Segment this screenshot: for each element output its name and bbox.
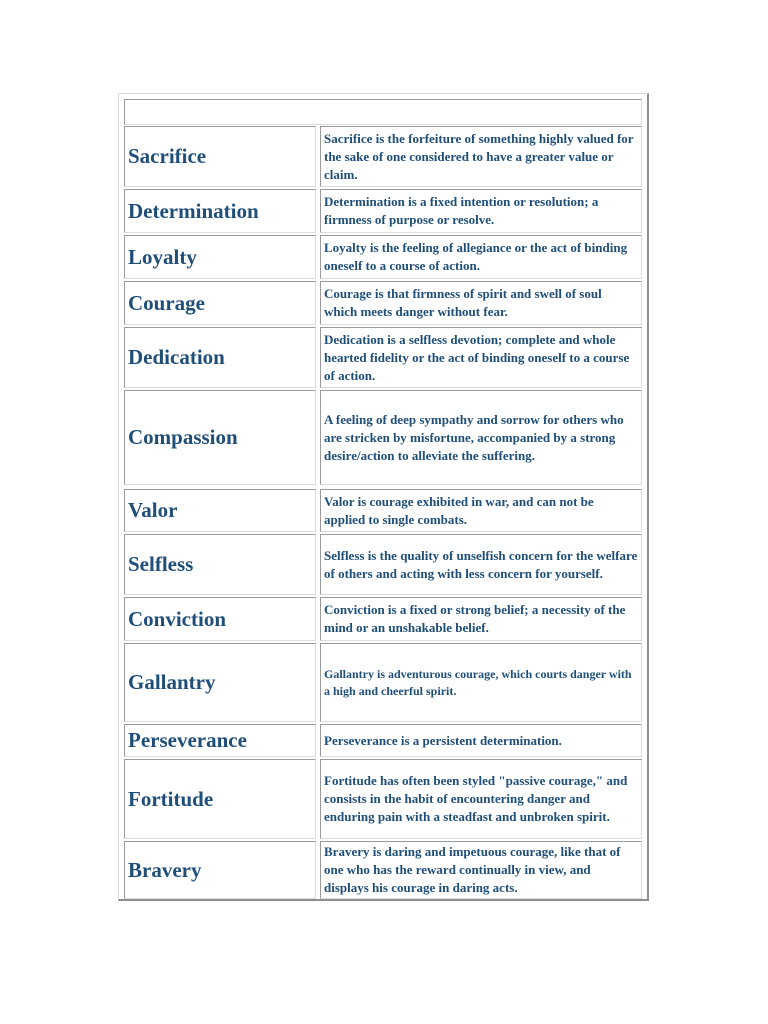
table-row	[124, 281, 642, 325]
table-row	[124, 189, 642, 233]
definition-text: A feeling of deep sympathy and sorrow for others who are stricken by misfortune, accompanied by a strong desire/action to alleviate the suffering.	[324, 411, 624, 463]
definition-cell	[320, 724, 642, 757]
term-cell	[124, 534, 316, 595]
virtues-table	[118, 93, 649, 901]
definition-cell	[320, 189, 642, 233]
term-label: Determination	[128, 198, 259, 223]
term-cell	[124, 327, 316, 388]
table-row	[124, 759, 642, 839]
table-row	[124, 489, 642, 532]
term-label: Bravery	[128, 857, 202, 882]
definition-text: Determination is a fixed intention or resolution; a firmness of purpose or resolve.	[324, 194, 599, 227]
term-label: Selfless	[128, 552, 194, 576]
definition-cell	[320, 327, 642, 388]
term-cell	[124, 126, 316, 187]
table-row	[124, 534, 642, 595]
table-row	[124, 724, 642, 757]
table-row	[124, 235, 642, 279]
term-cell	[124, 235, 316, 279]
definition-text: Bravery is daring and impetuous courage, like that of one who has the reward continually in view, and displays his courage in daring acts.	[324, 844, 621, 895]
definition-text: Perseverance is a persistent determination.	[324, 732, 562, 748]
definition-cell	[320, 597, 642, 641]
definition-cell	[320, 390, 642, 485]
term-label: Gallantry	[128, 670, 216, 694]
table-row	[124, 390, 642, 485]
definition-cell	[320, 841, 642, 899]
definition-text: Conviction is a fixed or strong belief; a necessity of the mind or an unshakable belief.	[324, 602, 626, 635]
table-header-cell	[124, 99, 642, 125]
term-cell	[124, 390, 316, 485]
definition-text: Fortitude has often been styled "passive courage," and consists in the habit of encountering danger and enduring pain with a steadfast and unbroken spirit.	[324, 773, 628, 824]
table-row	[124, 597, 642, 641]
term-cell	[124, 597, 316, 641]
term-cell	[124, 281, 316, 325]
definition-text: Selfless is the quality of unselfish concern for the welfare of others and acting with less concern for yourself.	[324, 547, 638, 581]
term-cell	[124, 841, 316, 899]
term-label: Valor	[128, 498, 178, 522]
table-row	[124, 841, 642, 899]
definition-text: Valor is courage exhibited in war, and can not be applied to single combats.	[324, 493, 594, 527]
term-cell	[124, 189, 316, 233]
term-label: Courage	[128, 290, 205, 315]
term-cell	[124, 759, 316, 839]
term-label: Compassion	[128, 425, 238, 449]
table-row	[124, 327, 642, 388]
definition-cell	[320, 759, 642, 839]
term-cell	[124, 724, 316, 757]
term-label: Dedication	[128, 345, 225, 369]
definition-text: Dedication is a selfless devotion; complete and whole hearted fidelity or the act of binding oneself to a course of action.	[324, 331, 630, 383]
definition-text: Loyalty is the feeling of allegiance or the act of binding oneself to a course of action.	[324, 240, 628, 273]
definition-cell	[320, 126, 642, 187]
definition-cell	[320, 534, 642, 595]
term-label: Fortitude	[128, 786, 214, 811]
table-row	[124, 643, 642, 722]
definition-cell	[320, 643, 642, 722]
table-header-row	[124, 99, 642, 125]
term-cell	[124, 489, 316, 532]
definition-cell	[320, 281, 642, 325]
definition-text: Courage is that firmness of spirit and swell of soul which meets danger without fear.	[324, 286, 602, 319]
definition-text: Sacrifice is the forfeiture of something highly valued for the sake of one considered to have a greater value or claim.	[324, 130, 634, 182]
term-label: Conviction	[128, 606, 227, 631]
term-cell	[124, 643, 316, 722]
definition-text: Gallantry is adventurous courage, which courts danger with a high and cheerful spirit.	[324, 666, 632, 698]
table-row	[124, 126, 642, 187]
definition-cell	[320, 235, 642, 279]
term-label: Sacrifice	[128, 144, 207, 168]
term-label: Loyalty	[128, 244, 197, 269]
definition-cell	[320, 489, 642, 532]
term-label: Perseverance	[128, 728, 247, 752]
